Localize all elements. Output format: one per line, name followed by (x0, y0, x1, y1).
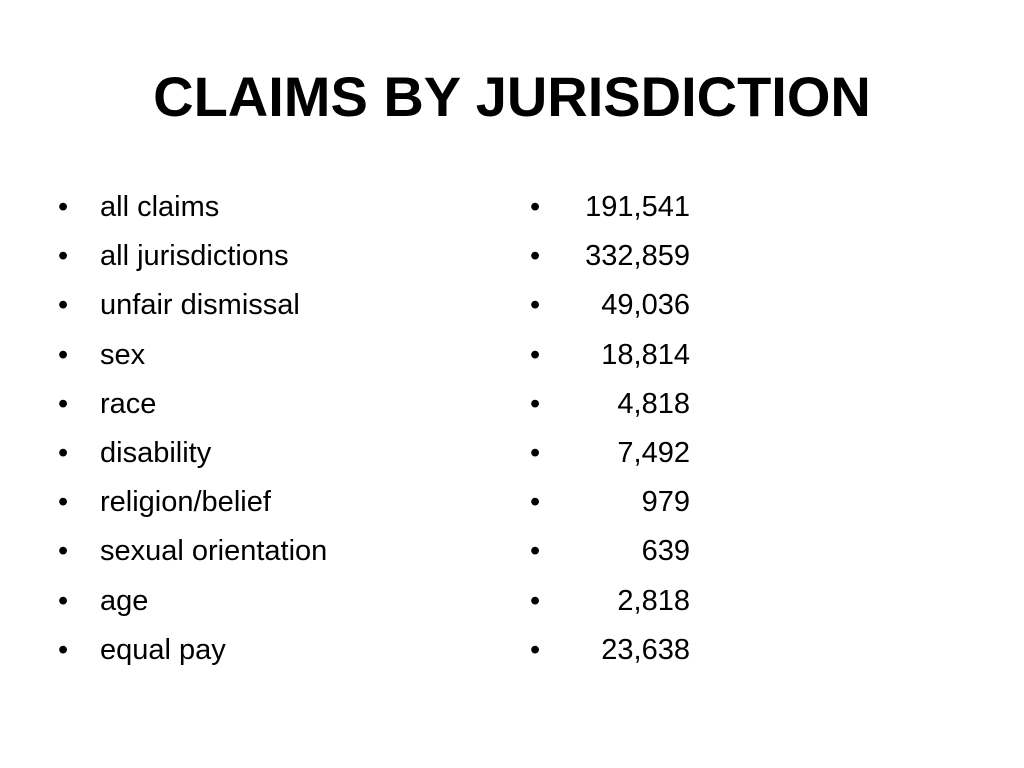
claim-count: 191,541 (585, 191, 690, 223)
count-list (530, 183, 730, 675)
list-item (530, 429, 730, 478)
bullet-icon: • (530, 338, 541, 371)
jurisdiction-label: age (100, 584, 149, 617)
claim-count: 49,036 (601, 289, 690, 322)
bullet-icon: • (530, 584, 541, 617)
bullet-icon: • (530, 289, 541, 322)
list-item (58, 380, 478, 429)
bullet-icon: • (530, 535, 541, 568)
list-item (530, 281, 730, 330)
list-item (58, 577, 478, 626)
list-item (530, 626, 730, 675)
bullet-icon: • (58, 191, 69, 223)
claim-count: 18,814 (601, 338, 690, 371)
bullet-icon: • (58, 633, 69, 666)
jurisdiction-label: sexual orientation (100, 535, 328, 568)
bullet-icon: • (58, 486, 69, 519)
list-item (58, 281, 478, 330)
list-item (530, 232, 730, 281)
list-item (58, 331, 478, 380)
jurisdiction-label: disability (100, 436, 212, 469)
bullet-icon: • (58, 289, 69, 322)
bullet-icon: • (530, 486, 541, 519)
claim-count: 2,818 (617, 584, 690, 617)
slide-title: CLAIMS BY JURISDICTION (153, 65, 871, 128)
bullet-icon: • (58, 436, 69, 469)
list-item (530, 380, 730, 429)
bullet-icon: • (530, 240, 541, 273)
list-item (58, 527, 478, 576)
list-item (58, 429, 478, 478)
claim-count: 332,859 (585, 240, 690, 273)
list-item (530, 527, 730, 576)
list-item (530, 478, 730, 527)
list-item (58, 626, 478, 675)
jurisdiction-label: sex (100, 338, 146, 371)
claim-count: 639 (641, 535, 690, 568)
list-item (58, 183, 478, 232)
list-item (58, 232, 478, 281)
bullet-icon: • (530, 436, 541, 469)
bullet-icon: • (58, 240, 69, 273)
jurisdiction-label: religion/belief (100, 486, 271, 519)
bullet-icon: • (530, 387, 541, 420)
bullet-icon: • (530, 191, 541, 223)
claim-count: 4,818 (617, 387, 690, 420)
jurisdiction-label: equal pay (100, 633, 226, 666)
jurisdiction-list (58, 183, 478, 675)
jurisdiction-label: race (100, 387, 157, 420)
jurisdiction-label: all jurisdictions (100, 240, 289, 273)
bullet-icon: • (58, 338, 69, 371)
list-item (58, 478, 478, 527)
list-item (530, 183, 730, 232)
bullet-icon: • (58, 535, 69, 568)
claim-count: 7,492 (617, 436, 690, 469)
claim-count: 979 (641, 486, 690, 519)
jurisdiction-label: all claims (100, 191, 220, 223)
list-item (530, 331, 730, 380)
list-item (530, 577, 730, 626)
claim-count: 23,638 (601, 633, 690, 666)
bullet-icon: • (58, 584, 69, 617)
bullet-icon: • (58, 387, 69, 420)
bullet-icon: • (530, 633, 541, 666)
jurisdiction-label: unfair dismissal (100, 289, 300, 322)
